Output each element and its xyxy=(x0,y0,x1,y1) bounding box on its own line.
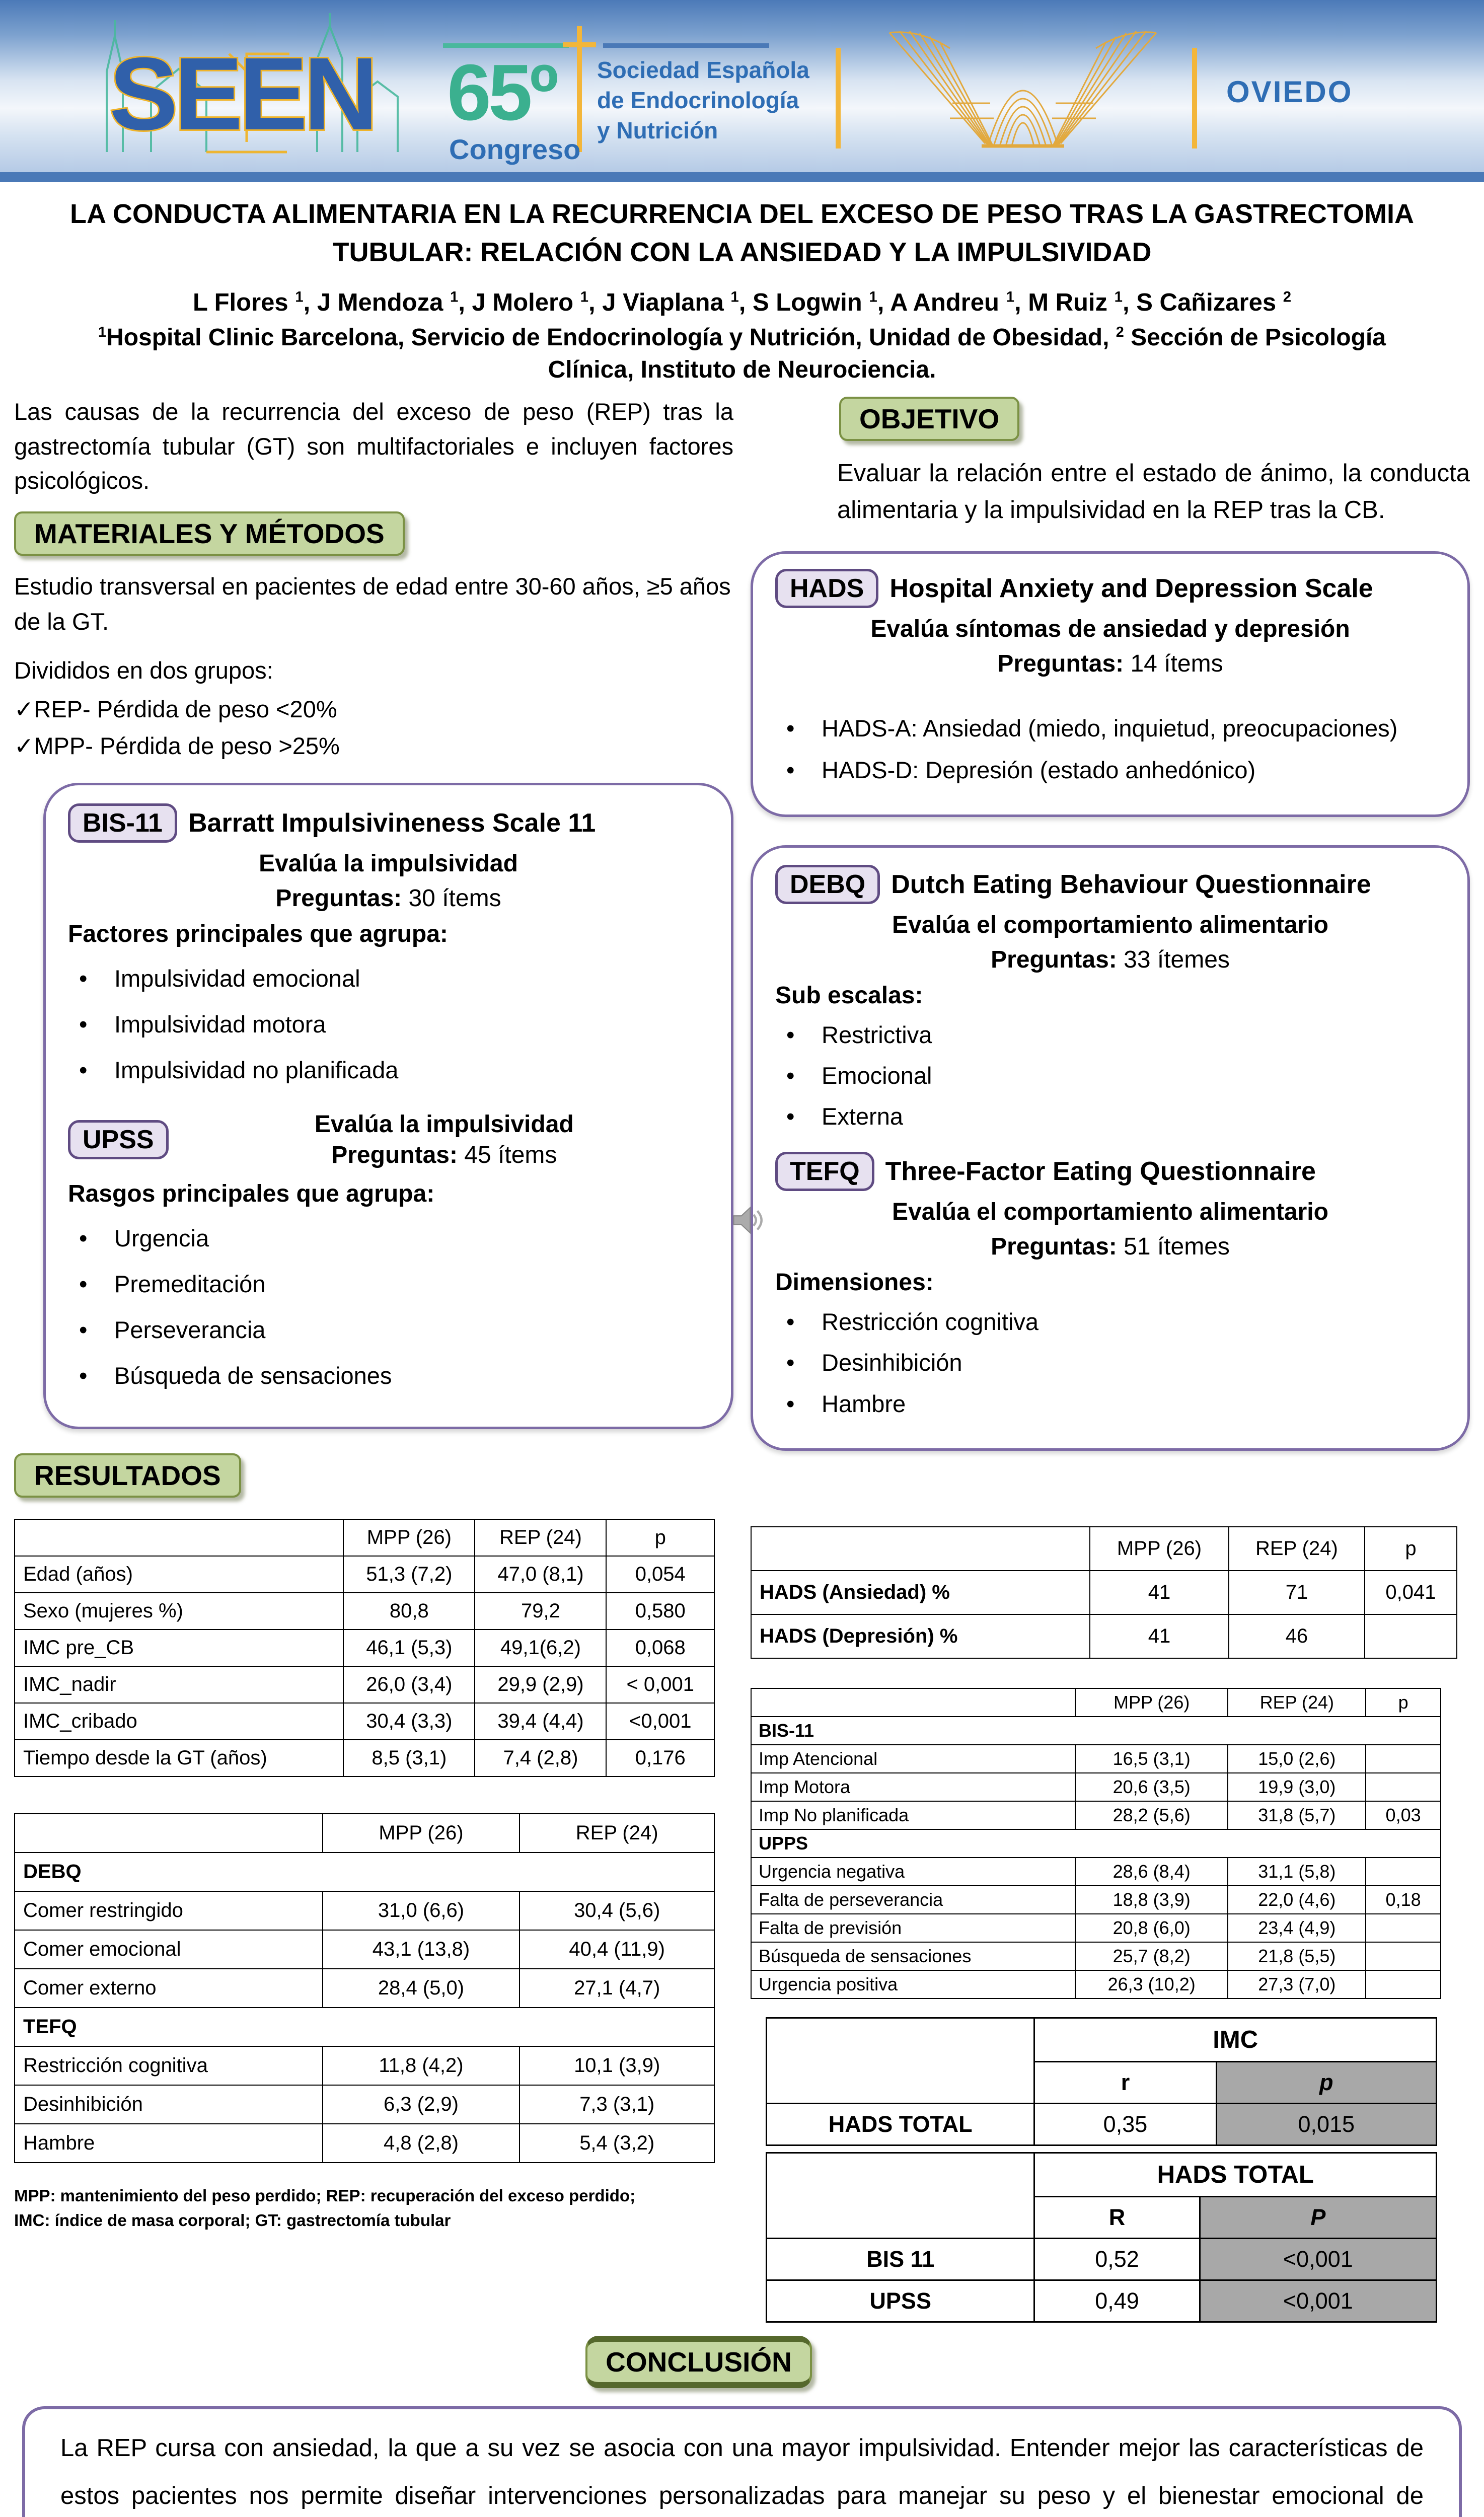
table-cell: 7,4 (2,8) xyxy=(475,1740,606,1776)
list-item: ✓ MPP- Pérdida de peso >25% xyxy=(14,728,733,765)
author-name: S Logwin $^1$ xyxy=(752,288,877,317)
debq-questions: Preguntas: 33 ítemes xyxy=(991,946,1230,974)
eating-behaviour-table xyxy=(14,1813,715,2163)
table-cell xyxy=(1366,1970,1441,1998)
table-row xyxy=(15,1853,714,1891)
impulsivity-results-table xyxy=(751,1688,1441,1999)
debq-title: Dutch Eating Behaviour Questionnaire xyxy=(891,870,1371,900)
table-cell: 22,0 (4,6) xyxy=(1228,1886,1366,1914)
city-wordmark: OVIEDO xyxy=(1226,75,1353,109)
hads-title: Hospital Anxiety and Depression Scale xyxy=(889,573,1373,603)
table-cell: 47,0 (8,1) xyxy=(475,1556,606,1593)
debq-description: Evalúa el comportamiento alimentario xyxy=(892,912,1328,939)
author-name: M Ruiz $^1$ xyxy=(1028,288,1123,317)
list-item: • Hambre xyxy=(775,1388,1445,1419)
tefq-title: Three-Factor Eating Questionnaire xyxy=(885,1157,1316,1187)
row-label: HADS TOTAL xyxy=(767,2103,1034,2145)
table-row xyxy=(751,1886,1441,1914)
tefq-group-label: Dimensiones: xyxy=(775,1269,934,1296)
column-header: REP (24) xyxy=(520,1814,714,1853)
table-cell: 80,8 xyxy=(343,1593,475,1630)
bis11-header xyxy=(68,803,709,843)
column-header: MPP (26) xyxy=(1075,1688,1228,1717)
table-row xyxy=(751,1829,1441,1858)
abbreviations-footnote: MPP: mantenimiento del peso perdido; REP: recuperación del exceso perdido; IMC: índice de masa corporal; GT: gastrectomía tubular xyxy=(14,2186,636,2230)
table-cell: 28,6 (8,4) xyxy=(1075,1858,1228,1886)
column-header: r xyxy=(1034,2061,1216,2103)
table-cell xyxy=(1365,1614,1457,1658)
table-cell: 71 xyxy=(1229,1571,1365,1614)
main-columns xyxy=(0,386,1484,2323)
table-cell: 31,0 (6,6) xyxy=(323,1891,520,1930)
table-cell: 5,4 (3,2) xyxy=(520,2124,714,2163)
row-label: Urgencia negativa xyxy=(751,1858,1075,1886)
bis11-group-label: Factores principales que agrupa: xyxy=(68,920,448,947)
table-cell: 0,35 xyxy=(1034,2103,1216,2145)
row-label: Edad (años) xyxy=(15,1556,343,1593)
table-cell: 15,0 (2,6) xyxy=(1228,1745,1366,1773)
row-label: Tiempo desde la GT (años) xyxy=(15,1740,343,1776)
bis11-description: Evalúa la impulsividad xyxy=(259,850,518,877)
list-item: • Impulsividad motora xyxy=(68,1009,709,1040)
column-header: MPP (26) xyxy=(323,1814,520,1853)
congress-word: Congreso xyxy=(449,133,581,165)
row-label: Falta de previsión xyxy=(751,1914,1075,1942)
row-label: Imp Motora xyxy=(751,1773,1075,1801)
table-row xyxy=(15,1593,714,1630)
row-label: Desinhibición xyxy=(15,2085,323,2124)
column-header: p xyxy=(1366,1688,1441,1717)
row-label: Búsqueda de sensaciones xyxy=(751,1942,1075,1970)
column-header: REP (24) xyxy=(475,1519,606,1556)
table-cell: 4,8 (2,8) xyxy=(323,2124,520,2163)
table-row xyxy=(15,1556,714,1593)
yellow-divider-bar xyxy=(836,48,841,149)
list-item: • HADS-D: Depresión (estado anhedónico) xyxy=(775,755,1445,785)
upss-header xyxy=(68,1107,709,1172)
list-item: • Restrictiva xyxy=(775,1019,1445,1050)
hads-header xyxy=(775,569,1445,608)
table-cell: 7,3 (3,1) xyxy=(520,2085,714,2124)
table-cell: 16,5 (3,1) xyxy=(1075,1745,1228,1773)
table-cell: <0,001 xyxy=(606,1703,714,1740)
row-label: BIS 11 xyxy=(767,2238,1034,2280)
seen-wordmark: SEEN xyxy=(109,36,375,152)
demographics-table xyxy=(14,1519,715,1777)
row-label: HADS (Depresión) % xyxy=(751,1614,1090,1658)
list-item: • Premeditación xyxy=(68,1269,709,1299)
table-cell: 0,015 xyxy=(1216,2103,1436,2145)
bis11-questions: Preguntas: 30 ítems xyxy=(275,884,501,912)
hads-questions: Preguntas: 14 ítems xyxy=(997,650,1223,677)
table-cell: 0,49 xyxy=(1034,2280,1200,2322)
span-header: IMC xyxy=(1034,2018,1437,2061)
conclusion-header: CONCLUSIÓN xyxy=(585,2336,812,2388)
table-row xyxy=(751,1614,1457,1658)
column-header xyxy=(751,1688,1075,1717)
tefq-dimensions-list xyxy=(775,1306,1445,1419)
upss-description-block xyxy=(180,1107,709,1172)
table-cell: 0,176 xyxy=(606,1740,714,1776)
table-cell: 8,5 (3,1) xyxy=(343,1740,475,1776)
hads-tag-chip: HADS xyxy=(775,569,878,608)
table-row xyxy=(15,2046,714,2085)
row-label: IMC pre_CB xyxy=(15,1630,343,1666)
table-row xyxy=(751,1914,1441,1942)
bis11-upss-panel xyxy=(43,783,733,1429)
header-banner xyxy=(0,0,1484,182)
table-cell: 23,4 (4,9) xyxy=(1228,1914,1366,1942)
hads-results-table xyxy=(751,1526,1457,1659)
society-line: y Nutrición xyxy=(597,117,718,143)
table-row xyxy=(15,1969,714,2008)
table-cell: 46 xyxy=(1229,1614,1365,1658)
table-row xyxy=(751,1970,1441,1998)
table-cell: 28,4 (5,0) xyxy=(323,1969,520,2008)
bis11-tag-chip: BIS-11 xyxy=(68,803,177,843)
society-name xyxy=(597,55,809,145)
corner-cell xyxy=(767,2153,1034,2238)
seen-logo xyxy=(76,6,408,165)
upss-group-label: Rasgos principales que agrupa: xyxy=(68,1180,435,1208)
hads-description: Evalúa síntomas de ansiedad y depresión xyxy=(870,615,1350,642)
row-label: DEBQ xyxy=(15,1853,714,1891)
table-cell: 6,3 (2,9) xyxy=(323,2085,520,2124)
list-item: • Restricción cognitiva xyxy=(775,1306,1445,1337)
list-item: • Emocional xyxy=(775,1060,1445,1091)
upss-questions: Preguntas: 45 ítems xyxy=(331,1142,557,1169)
author-name: A Andreu $^1$ xyxy=(890,288,1014,317)
row-label: Urgencia positiva xyxy=(751,1970,1075,1998)
table-cell: 30,4 (5,6) xyxy=(520,1891,714,1930)
list-item: • Externa xyxy=(775,1101,1445,1132)
table-cell: 0,041 xyxy=(1365,1571,1457,1614)
table-cell: 0,068 xyxy=(606,1630,714,1666)
conclusion-panel xyxy=(22,2406,1462,2517)
city-skyline-line-art-icon xyxy=(76,6,408,162)
table-cell: 21,8 (5,5) xyxy=(1228,1942,1366,1970)
table-cell: 11,8 (4,2) xyxy=(323,2046,520,2085)
row-label: IMC_nadir xyxy=(15,1666,343,1703)
column-header: REP (24) xyxy=(1228,1688,1366,1717)
yellow-cross-horizontal xyxy=(563,42,596,47)
row-label: IMC_cribado xyxy=(15,1703,343,1740)
table-row xyxy=(751,1942,1441,1970)
row-label: UPPS xyxy=(751,1829,1441,1858)
table-row xyxy=(15,1666,714,1703)
table-cell: 0,580 xyxy=(606,1593,714,1630)
row-label: Comer externo xyxy=(15,1969,323,2008)
table-cell: 0,03 xyxy=(1366,1801,1441,1829)
column-header: P xyxy=(1200,2196,1436,2238)
results-header: RESULTADOS xyxy=(14,1453,241,1498)
title-block xyxy=(0,182,1484,386)
banner-bottom-strip xyxy=(0,172,1484,182)
conclusion-text: La REP cursa con ansiedad, la que a su vez se asocia con una mayor impulsividad. Entender mejor las características de estos pacientes nos permite diseñar intervenciones personalizadas para manejar su peso y el bienestar emocional de xyxy=(60,2434,1424,2510)
upss-description: Evalúa la impulsividad xyxy=(314,1111,574,1138)
table-row xyxy=(15,1630,714,1666)
list-item: • Impulsividad emocional xyxy=(68,963,709,994)
row-label: Hambre xyxy=(15,2124,323,2163)
upss-traits-list xyxy=(68,1223,709,1391)
table-cell: 26,0 (3,4) xyxy=(343,1666,475,1703)
methods-text: Divididos en dos grupos: xyxy=(14,656,273,684)
table-row xyxy=(15,1703,714,1740)
table-cell: 19,9 (3,0) xyxy=(1228,1773,1366,1801)
yellow-divider-bar xyxy=(1192,48,1197,149)
row-label: Sexo (mujeres %) xyxy=(15,1593,343,1630)
table-cell: <0,001 xyxy=(1200,2238,1436,2280)
table-cell: 41 xyxy=(1090,1614,1229,1658)
table-cell xyxy=(1366,1745,1441,1773)
table-cell: 18,8 (3,9) xyxy=(1075,1886,1228,1914)
tefq-header xyxy=(775,1152,1445,1191)
objective-header: OBJETIVO xyxy=(839,397,1019,441)
congress-number: 65º xyxy=(447,48,556,137)
author-name: J Mendoza $^1$ xyxy=(317,288,459,317)
bis11-title: Barratt Impulsivineness Scale 11 xyxy=(188,808,596,838)
row-label: Comer restringido xyxy=(15,1891,323,1930)
author-name: J Viaplana $^1$ xyxy=(602,288,739,317)
list-item: • Búsqueda de sensaciones xyxy=(68,1360,709,1391)
hads-total-correlation-table xyxy=(766,2152,1437,2323)
list-item: • HADS-A: Ansiedad (miedo, inquietud, preocupaciones) xyxy=(775,713,1445,744)
column-header: REP (24) xyxy=(1229,1527,1365,1571)
table-cell: 29,9 (2,9) xyxy=(475,1666,606,1703)
table-row xyxy=(15,2008,714,2046)
list-item: • Impulsividad no planificada xyxy=(68,1055,709,1085)
table-cell: <0,001 xyxy=(1200,2280,1436,2322)
list-item: • Desinhibición xyxy=(775,1347,1445,1378)
table-row xyxy=(751,1858,1441,1886)
column-header xyxy=(751,1527,1090,1571)
table-cell: 39,4 (4,4) xyxy=(475,1703,606,1740)
list-item: ✓ REP- Pérdida de peso <20% xyxy=(14,691,733,728)
span-header: HADS TOTAL xyxy=(1034,2153,1437,2196)
table-cell: 0,054 xyxy=(606,1556,714,1593)
speaker-icon[interactable] xyxy=(731,1203,766,1238)
tefq-description: Evalúa el comportamiento alimentario xyxy=(892,1199,1328,1226)
row-label: BIS-11 xyxy=(751,1717,1441,1745)
table-cell: 51,3 (7,2) xyxy=(343,1556,475,1593)
imc-correlation-table xyxy=(766,2017,1437,2146)
hads-subscales-list xyxy=(775,713,1445,785)
materials-methods-header: MATERIALES Y MÉTODOS xyxy=(14,511,405,556)
column-header: p xyxy=(1365,1527,1457,1571)
table-cell: 27,3 (7,0) xyxy=(1228,1970,1366,1998)
table-cell: 31,8 (5,7) xyxy=(1228,1801,1366,1829)
table-cell: 43,1 (13,8) xyxy=(323,1930,520,1969)
hads-panel xyxy=(751,551,1470,817)
tefq-questions: Preguntas: 51 ítemes xyxy=(991,1233,1230,1261)
table-row xyxy=(15,2124,714,2163)
row-label: Falta de perseverancia xyxy=(751,1886,1075,1914)
table-row xyxy=(15,2085,714,2124)
table-cell: 0,52 xyxy=(1034,2238,1200,2280)
table-row xyxy=(15,1930,714,1969)
methods-text: Estudio transversal en pacientes de edad entre 30-60 años, ≥5 años de la GT. xyxy=(14,572,731,635)
table-cell: < 0,001 xyxy=(606,1666,714,1703)
debq-group-label: Sub escalas: xyxy=(775,982,923,1009)
column-header xyxy=(15,1519,343,1556)
table-row xyxy=(767,2103,1437,2145)
affiliations-line: $^1$Hospital Clinic Barcelona, Servicio de Endocrinología y Nutrición, Unidad de Obesidad, $^2$ Sección de Psicología Clínica, Instituto de Neurociencia. xyxy=(98,324,1386,383)
table-cell: 30,4 (3,3) xyxy=(343,1703,475,1740)
intro-paragraph: Las causas de la recurrencia del exceso de peso (REP) tras la gastrectomía tubular (GT) son multifactoriales e incluyen factores psicológicos. xyxy=(14,398,733,494)
blue-line xyxy=(603,43,769,48)
bis11-factors-list xyxy=(68,963,709,1085)
table-row xyxy=(751,1571,1457,1614)
table-cell: 20,6 (3,5) xyxy=(1075,1773,1228,1801)
table-cell: 26,3 (10,2) xyxy=(1075,1970,1228,1998)
table-row xyxy=(751,1717,1441,1745)
table-cell xyxy=(1366,1914,1441,1942)
table-row xyxy=(15,1891,714,1930)
row-label: UPSS xyxy=(767,2280,1034,2322)
list-item: • Urgencia xyxy=(68,1223,709,1253)
row-label: Imp No planificada xyxy=(751,1801,1075,1829)
table-cell xyxy=(1366,1773,1441,1801)
debq-subscales-list xyxy=(775,1019,1445,1132)
table-cell: 79,2 xyxy=(475,1593,606,1630)
poster-title: LA CONDUCTA ALIMENTARIA EN LA RECURRENCIA DEL EXCESO DE PESO TRAS LA GASTRECTOMIA TUBULAR: RELACIÓN CON LA ANSIEDAD Y LA IMPULSIVIDAD xyxy=(69,199,1415,267)
oviedo-congress-palace-icon xyxy=(862,15,1184,156)
table-row xyxy=(751,1801,1441,1829)
row-label: TEFQ xyxy=(15,2008,714,2046)
society-line: de Endocrinología xyxy=(597,87,799,113)
table-cell: 0,18 xyxy=(1366,1886,1441,1914)
right-column xyxy=(751,395,1470,2323)
tefq-tag-chip: TEFQ xyxy=(775,1152,874,1191)
table-cell: 40,4 (11,9) xyxy=(520,1930,714,1969)
authors-line: L Flores $^1$, J Mendoza $^1$, J Molero $^1$, J Viaplana $^1$, S Logwin $^1$, A Andreu $^1$, M Ruiz $^1$, S Cañizares $^2$ xyxy=(192,288,1292,317)
author-name: J Molero $^1$ xyxy=(472,288,588,317)
objective-text: Evaluar la relación entre el estado de ánimo, la conducta alimentaria y la impulsividad en la REP tras la CB. xyxy=(837,459,1470,524)
row-label: Restricción cognitiva xyxy=(15,2046,323,2085)
table-cell: 31,1 (5,8) xyxy=(1228,1858,1366,1886)
table-cell xyxy=(1366,1858,1441,1886)
table-cell: 10,1 (3,9) xyxy=(520,2046,714,2085)
table-row xyxy=(751,1745,1441,1773)
column-header: MPP (26) xyxy=(1090,1527,1229,1571)
author-name: S Cañizares $^2$ xyxy=(1136,288,1292,317)
column-header: p xyxy=(606,1519,714,1556)
table-cell: 25,7 (8,2) xyxy=(1075,1942,1228,1970)
debq-header xyxy=(775,865,1445,904)
table-row xyxy=(15,1740,714,1776)
column-header: R xyxy=(1034,2196,1200,2238)
table-cell: 28,2 (5,6) xyxy=(1075,1801,1228,1829)
row-label: HADS (Ansiedad) % xyxy=(751,1571,1090,1614)
author-name: L Flores $^1$ xyxy=(192,288,304,317)
table-row xyxy=(767,2280,1437,2322)
table-cell: 49,1(6,2) xyxy=(475,1630,606,1666)
list-item: • Perseverancia xyxy=(68,1314,709,1345)
upss-tag-chip: UPSS xyxy=(68,1120,169,1159)
column-header: p xyxy=(1216,2061,1436,2103)
corner-cell xyxy=(767,2018,1034,2103)
row-label: Imp Atencional xyxy=(751,1745,1075,1773)
table-cell: 27,1 (4,7) xyxy=(520,1969,714,2008)
congress-65-logo xyxy=(443,29,836,165)
left-column xyxy=(14,395,733,2323)
table-row xyxy=(751,1773,1441,1801)
debq-tefq-panel xyxy=(751,845,1470,1451)
methods-groups-list xyxy=(14,691,733,765)
table-cell: 41 xyxy=(1090,1571,1229,1614)
table-cell: 46,1 (5,3) xyxy=(343,1630,475,1666)
table-row xyxy=(767,2238,1437,2280)
table-cell xyxy=(1366,1942,1441,1970)
conclusion-section xyxy=(0,2336,1484,2517)
column-header xyxy=(15,1814,323,1853)
row-label: Comer emocional xyxy=(15,1930,323,1969)
society-line: Sociedad Española xyxy=(597,57,809,83)
table-cell: 20,8 (6,0) xyxy=(1075,1914,1228,1942)
debq-tag-chip: DEBQ xyxy=(775,865,880,904)
column-header: MPP (26) xyxy=(343,1519,475,1556)
